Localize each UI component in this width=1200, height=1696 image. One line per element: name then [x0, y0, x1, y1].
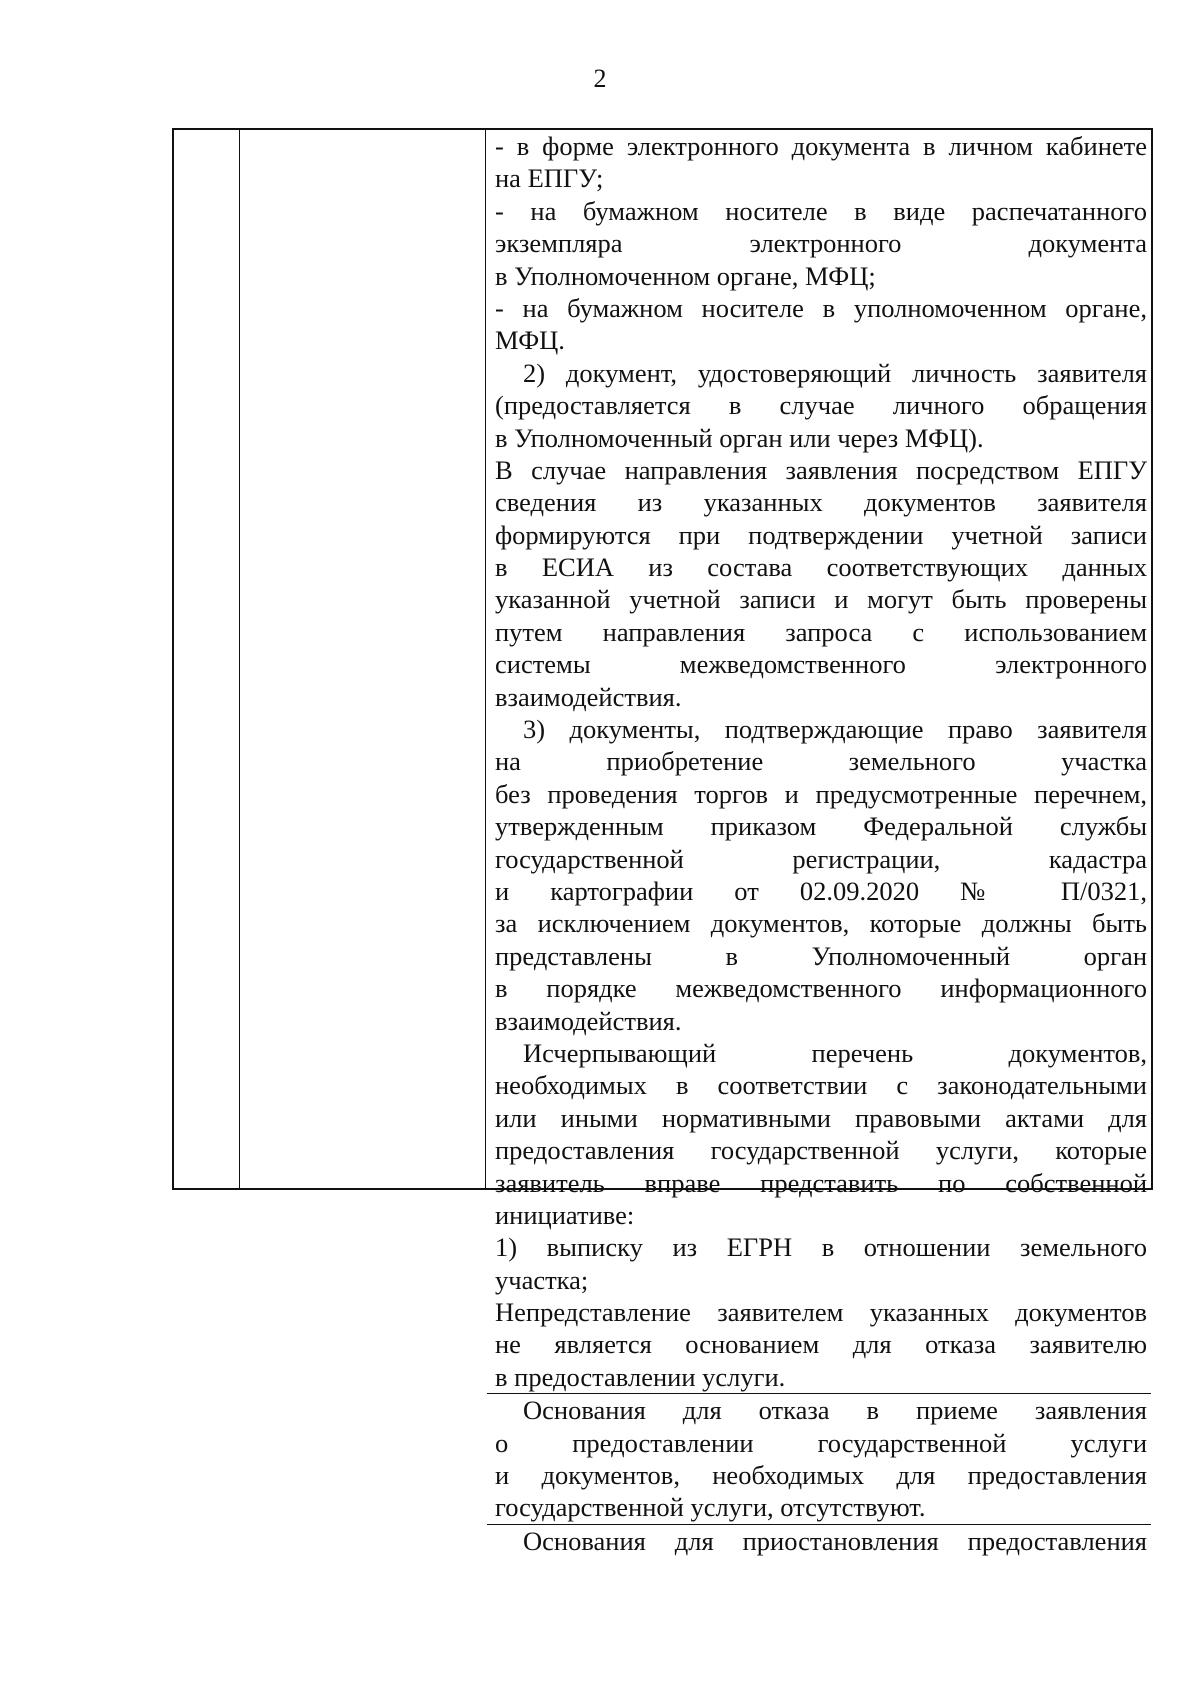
page-number-wrap	[0, 66, 1200, 92]
text-line: 3) документы, подтверждающие право заявителя	[523, 714, 1147, 745]
text-line: - на бумажном носителе в уполномоченном органе,	[495, 292, 1147, 323]
text-line: предоставления государственной услуги, которые	[495, 1135, 1147, 1166]
text-line: взаимодействия.	[495, 681, 682, 712]
text-line: или иными нормативными правовыми актами для	[495, 1102, 1147, 1133]
text-line: Основания для отказа в приеме заявления	[523, 1395, 1147, 1426]
document-table	[172, 128, 1153, 1556]
text-line: путем направления запроса с использованием	[495, 616, 1147, 647]
text-line: за исключением документов, которые должны быть	[495, 908, 1147, 939]
text-line: 1) выписку из ЕГРН в отношении земельного	[495, 1232, 1147, 1263]
text-line: (предоставляется в случае личного обращения	[495, 390, 1147, 421]
text-line: формируются при подтверждении учетной записи	[495, 519, 1147, 550]
text-line: инициативе:	[495, 1199, 635, 1230]
text-line: государственной услуги, отсутствуют.	[495, 1492, 926, 1523]
page-number: 2	[593, 64, 607, 93]
text-line: Непредставление заявителем указанных документов	[495, 1297, 1147, 1328]
table-cell-1	[487, 130, 1151, 1394]
text-line: В случае направления заявления посредством ЕПГУ	[495, 454, 1147, 485]
column-divider-2	[485, 130, 486, 1188]
text-line: Основания для приостановления предоставления	[523, 1525, 1147, 1556]
text-line: без проведения торгов и предусмотренные перечнем,	[495, 778, 1147, 809]
text-line: 2) документ, удостоверяющий личность заявителя	[523, 357, 1147, 388]
text-line: - в форме электронного документа в личном кабинете	[495, 131, 1147, 161]
text-line: утвержденным приказом Федеральной службы	[495, 811, 1147, 842]
content-column	[487, 130, 1151, 1556]
text-line: о предоставлении государственной услуги	[495, 1427, 1147, 1458]
text-line: участка;	[495, 1264, 589, 1295]
text-line: в порядке межведомственного информационного	[495, 973, 1147, 1004]
column-divider-1	[239, 130, 240, 1188]
text-line: МФЦ.	[495, 325, 565, 356]
text-line: и картографии от 02.09.2020 № П/0321,	[495, 875, 1147, 906]
text-line: в ЕСИА из состава соответствующих данных	[495, 552, 1147, 583]
text-line: представлены в Уполномоченный орган	[495, 940, 1147, 971]
text-line: и документов, необходимых для предоставления	[495, 1460, 1147, 1491]
text-line: системы межведомственного электронного	[495, 649, 1147, 680]
text-line: экземпляра электронного документа	[495, 228, 1147, 259]
text-line: сведения из указанных документов заявителя	[495, 487, 1147, 518]
text-line: на ЕПГУ;	[495, 163, 604, 194]
text-line: Исчерпывающий перечень документов,	[523, 1037, 1147, 1068]
text-line: не является основанием для отказа заявителю	[495, 1329, 1147, 1360]
text-line: указанной учетной записи и могут быть проверены	[495, 584, 1147, 615]
text-line: на приобретение земельного участка	[495, 746, 1147, 777]
text-line: необходимых в соответствии с законодательными	[495, 1070, 1147, 1101]
text-line: в предоставлении услуги.	[495, 1361, 786, 1392]
text-line: государственной регистрации, кадастра	[495, 843, 1147, 874]
table-cell-3	[487, 1525, 1151, 1557]
text-line: взаимодействия.	[495, 1005, 682, 1036]
text-line: заявитель вправе представить по собственной	[495, 1167, 1147, 1198]
text-line: в Уполномоченном органе, МФЦ;	[495, 260, 876, 291]
text-line: в Уполномоченный орган или через МФЦ).	[495, 422, 984, 453]
text-line: - на бумажном носителе в виде распечатанного	[495, 195, 1147, 226]
table-cell-2	[487, 1394, 1151, 1525]
